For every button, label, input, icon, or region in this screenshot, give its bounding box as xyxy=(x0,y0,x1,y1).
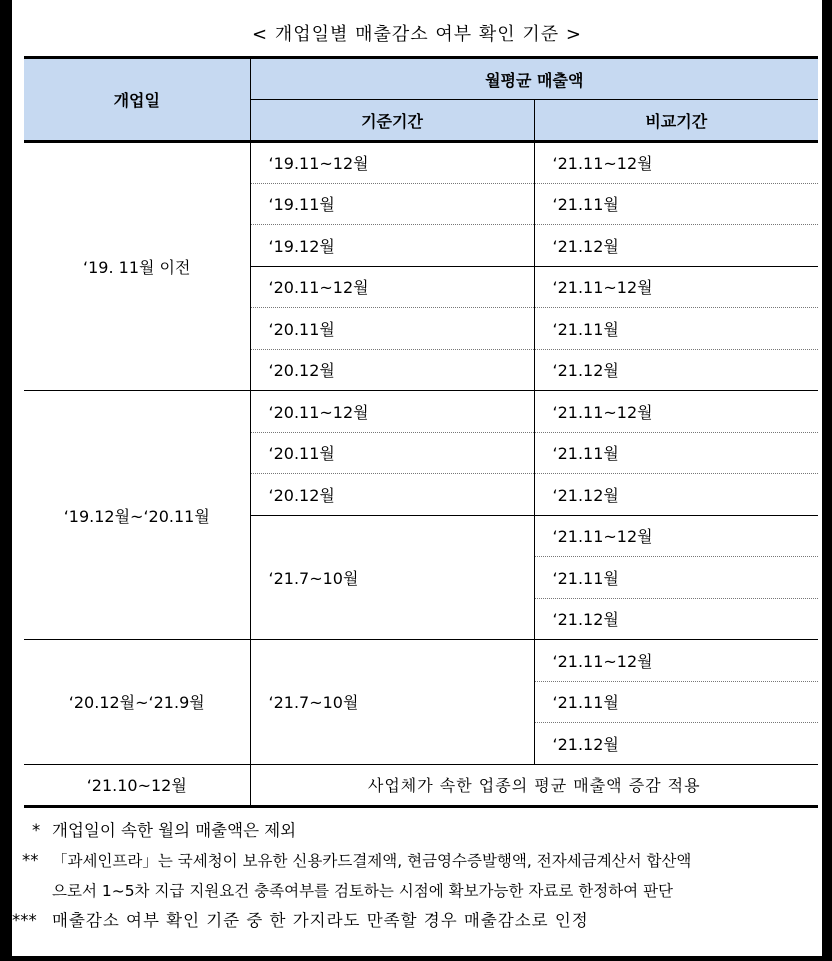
compare-cell: ‘21.11~12월 xyxy=(534,142,818,184)
compare-cell: ‘21.12월 xyxy=(534,723,818,765)
base-cell: ‘19.12월 xyxy=(250,225,534,267)
compare-cell: ‘21.12월 xyxy=(534,225,818,267)
base-cell: ‘20.11월 xyxy=(250,432,534,474)
table-title: < 개업일별 매출감소 여부 확인 기준 > xyxy=(252,24,582,45)
base-cell: ‘19.11월 xyxy=(250,183,534,225)
base-cell-merged: ‘21.7~10월 xyxy=(250,640,534,765)
compare-cell: ‘21.11월 xyxy=(534,183,818,225)
header-compare-period: 비교기간 xyxy=(534,100,818,142)
compare-cell: ‘21.11~12월 xyxy=(534,266,818,308)
base-cell: ‘20.12월 xyxy=(250,474,534,516)
base-cell: ‘20.11~12월 xyxy=(250,266,534,308)
compare-cell: ‘21.11월 xyxy=(534,432,818,474)
last-row-text: 사업체가 속한 업종의 평균 매출액 증감 적용 xyxy=(250,764,818,806)
footnote-continued xyxy=(12,876,822,906)
base-cell-merged: ‘21.7~10월 xyxy=(250,515,534,640)
footnote-text: 「과세인프라」는 국세청이 보유한 신용카드결제액, 현금영수증발행액, 전자세금계산서 합산액 xyxy=(52,852,692,870)
document-page xyxy=(12,0,822,956)
compare-cell: ‘21.11월 xyxy=(534,681,818,723)
last-open-date: ‘21.10~12월 xyxy=(24,764,250,806)
compare-cell: ‘21.11~12월 xyxy=(534,391,818,433)
compare-cell: ‘21.11~12월 xyxy=(534,640,818,682)
footnote-mark: *** xyxy=(12,911,37,930)
footnote xyxy=(12,816,822,846)
header-base-period: 기준기간 xyxy=(250,100,534,142)
group-open-date: ‘20.12월~‘21.9월 xyxy=(24,640,250,765)
header-open-date: 개업일 xyxy=(24,58,250,142)
footnote xyxy=(12,906,822,936)
footnote-mark: * xyxy=(32,821,41,840)
group-open-date: ‘19.12월~‘20.11월 xyxy=(24,391,250,640)
compare-cell: ‘21.11월 xyxy=(534,557,818,599)
sales-decline-criteria-table xyxy=(24,56,818,808)
compare-cell: ‘21.12월 xyxy=(534,598,818,640)
footnote xyxy=(12,846,822,876)
header-monthly-avg: 월평균 매출액 xyxy=(250,58,818,100)
base-cell: ‘20.11~12월 xyxy=(250,391,534,433)
footnote-text: 개업일이 속한 월의 매출액은 제외 xyxy=(52,821,297,840)
footnote-text: 매출감소 여부 확인 기준 중 한 가지라도 만족할 경우 매출감소로 인정 xyxy=(52,911,589,930)
base-cell: ‘20.11월 xyxy=(250,308,534,350)
base-cell: ‘20.12월 xyxy=(250,349,534,391)
group-open-date: ‘19. 11월 이전 xyxy=(24,142,250,391)
compare-cell: ‘21.11~12월 xyxy=(534,515,818,557)
base-cell: ‘19.11~12월 xyxy=(250,142,534,184)
footnote-mark: ** xyxy=(22,851,39,870)
compare-cell: ‘21.12월 xyxy=(534,474,818,516)
compare-cell: ‘21.12월 xyxy=(534,349,818,391)
footnote-text: 으로서 1~5차 지급 지원요건 충족여부를 검토하는 시점에 확보가능한 자료로 한정하여 판단 xyxy=(52,882,674,900)
footnotes xyxy=(12,816,822,936)
compare-cell: ‘21.11월 xyxy=(534,308,818,350)
